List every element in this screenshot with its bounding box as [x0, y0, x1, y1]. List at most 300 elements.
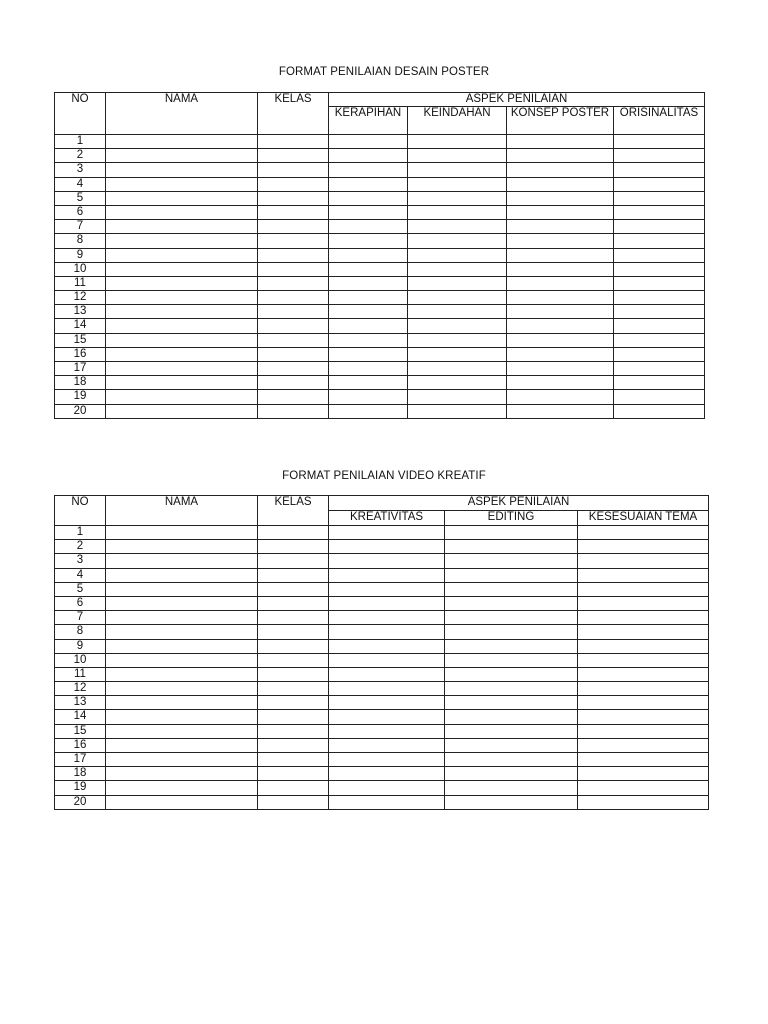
score-cell[interactable] — [507, 333, 614, 347]
score-cell[interactable] — [445, 568, 578, 582]
row-number: 12 — [55, 291, 106, 305]
kelas-cell[interactable] — [258, 781, 329, 795]
score-cell[interactable] — [507, 262, 614, 276]
score-cell[interactable] — [445, 540, 578, 554]
nama-cell[interactable] — [106, 724, 258, 738]
score-cell[interactable] — [578, 639, 709, 653]
score-cell[interactable] — [408, 135, 507, 149]
nama-cell[interactable] — [106, 163, 258, 177]
score-cell[interactable] — [445, 724, 578, 738]
row-number: 7 — [55, 611, 106, 625]
kelas-cell[interactable] — [258, 625, 329, 639]
score-cell[interactable] — [329, 568, 445, 582]
score-cell[interactable] — [507, 135, 614, 149]
score-cell[interactable] — [614, 191, 705, 205]
score-cell[interactable] — [614, 262, 705, 276]
table-row — [55, 220, 705, 234]
table-row — [55, 333, 705, 347]
score-cell[interactable] — [507, 291, 614, 305]
header-kesesuaian-tema: KESESUAIAN TEMA — [578, 511, 709, 526]
score-cell[interactable] — [578, 653, 709, 667]
kelas-cell[interactable] — [258, 724, 329, 738]
row-number: 8 — [55, 625, 106, 639]
score-cell[interactable] — [329, 333, 408, 347]
score-cell[interactable] — [445, 710, 578, 724]
score-cell[interactable] — [329, 767, 445, 781]
score-cell[interactable] — [408, 191, 507, 205]
score-cell[interactable] — [578, 781, 709, 795]
nama-cell[interactable] — [106, 205, 258, 219]
kelas-cell[interactable] — [258, 653, 329, 667]
nama-cell[interactable] — [106, 667, 258, 681]
score-cell[interactable] — [445, 738, 578, 752]
row-number: 16 — [55, 738, 106, 752]
nama-cell[interactable] — [106, 248, 258, 262]
row-number: 9 — [55, 639, 106, 653]
score-cell[interactable] — [408, 404, 507, 418]
nama-cell[interactable] — [106, 767, 258, 781]
table-row — [55, 625, 709, 639]
score-cell[interactable] — [329, 738, 445, 752]
score-cell[interactable] — [578, 710, 709, 724]
score-cell[interactable] — [329, 710, 445, 724]
score-cell[interactable] — [408, 376, 507, 390]
row-number: 15 — [55, 333, 106, 347]
row-number: 14 — [55, 319, 106, 333]
score-cell[interactable] — [445, 767, 578, 781]
kelas-cell[interactable] — [258, 696, 329, 710]
score-cell[interactable] — [329, 149, 408, 163]
row-number: 2 — [55, 149, 106, 163]
nama-cell[interactable] — [106, 319, 258, 333]
row-number: 5 — [55, 582, 106, 596]
score-cell[interactable] — [329, 795, 445, 809]
row-number: 8 — [55, 234, 106, 248]
nama-cell[interactable] — [106, 582, 258, 596]
kelas-cell[interactable] — [258, 639, 329, 653]
nama-cell[interactable] — [106, 554, 258, 568]
kelas-cell[interactable] — [258, 333, 329, 347]
score-cell[interactable] — [408, 262, 507, 276]
score-cell[interactable] — [408, 220, 507, 234]
table-row — [55, 696, 709, 710]
nama-cell[interactable] — [106, 149, 258, 163]
score-cell[interactable] — [329, 781, 445, 795]
header-kelas: KELAS — [258, 496, 329, 526]
score-cell[interactable] — [408, 149, 507, 163]
score-cell[interactable] — [445, 611, 578, 625]
nama-cell[interactable] — [106, 682, 258, 696]
score-cell[interactable] — [329, 653, 445, 667]
table-row — [55, 710, 709, 724]
nama-cell[interactable] — [106, 135, 258, 149]
nama-cell[interactable] — [106, 795, 258, 809]
kelas-cell[interactable] — [258, 291, 329, 305]
row-number: 11 — [55, 667, 106, 681]
score-cell[interactable] — [408, 276, 507, 290]
video-form-title: FORMAT PENILAIAN VIDEO KREATIF — [282, 470, 486, 482]
score-cell[interactable] — [329, 362, 408, 376]
kelas-cell[interactable] — [258, 248, 329, 262]
table-row — [55, 135, 705, 149]
table-row — [55, 611, 709, 625]
score-cell[interactable] — [329, 205, 408, 219]
row-number: 6 — [55, 596, 106, 610]
kelas-cell[interactable] — [258, 738, 329, 752]
kelas-cell[interactable] — [258, 262, 329, 276]
kelas-cell[interactable] — [258, 582, 329, 596]
score-cell[interactable] — [445, 653, 578, 667]
score-cell[interactable] — [614, 291, 705, 305]
kelas-cell[interactable] — [258, 276, 329, 290]
score-cell[interactable] — [329, 526, 445, 540]
score-cell[interactable] — [507, 163, 614, 177]
row-number: 19 — [55, 390, 106, 404]
kelas-cell[interactable] — [258, 305, 329, 319]
score-cell[interactable] — [329, 177, 408, 191]
table-row — [55, 653, 709, 667]
score-cell[interactable] — [445, 625, 578, 639]
kelas-cell[interactable] — [258, 554, 329, 568]
score-cell[interactable] — [507, 376, 614, 390]
score-cell[interactable] — [578, 682, 709, 696]
kelas-cell[interactable] — [258, 682, 329, 696]
score-cell[interactable] — [329, 611, 445, 625]
score-cell[interactable] — [614, 205, 705, 219]
table-row — [55, 149, 705, 163]
kelas-cell[interactable] — [258, 767, 329, 781]
score-cell[interactable] — [329, 291, 408, 305]
score-cell[interactable] — [329, 696, 445, 710]
header-editing: EDITING — [445, 511, 578, 526]
table-row — [55, 753, 709, 767]
row-number: 6 — [55, 205, 106, 219]
score-cell[interactable] — [507, 362, 614, 376]
score-cell[interactable] — [329, 639, 445, 653]
table-row — [55, 248, 705, 262]
row-number: 18 — [55, 376, 106, 390]
score-cell[interactable] — [578, 582, 709, 596]
row-number: 15 — [55, 724, 106, 738]
kelas-cell[interactable] — [258, 163, 329, 177]
table-row — [55, 795, 709, 809]
score-cell[interactable] — [614, 177, 705, 191]
kelas-cell[interactable] — [258, 404, 329, 418]
score-cell[interactable] — [408, 177, 507, 191]
score-cell[interactable] — [445, 526, 578, 540]
kelas-cell[interactable] — [258, 205, 329, 219]
score-cell[interactable] — [507, 347, 614, 361]
score-cell[interactable] — [408, 319, 507, 333]
header-konsep-poster: KONSEP POSTER — [507, 107, 614, 135]
kelas-cell[interactable] — [258, 526, 329, 540]
score-cell[interactable] — [329, 724, 445, 738]
kelas-cell[interactable] — [258, 347, 329, 361]
score-cell[interactable] — [614, 163, 705, 177]
score-cell[interactable] — [329, 625, 445, 639]
kelas-cell[interactable] — [258, 795, 329, 809]
score-cell[interactable] — [408, 234, 507, 248]
score-cell[interactable] — [408, 390, 507, 404]
nama-cell[interactable] — [106, 333, 258, 347]
score-cell[interactable] — [507, 404, 614, 418]
score-cell[interactable] — [614, 248, 705, 262]
score-cell[interactable] — [329, 404, 408, 418]
score-cell[interactable] — [329, 234, 408, 248]
score-cell[interactable] — [578, 696, 709, 710]
header-kreativitas: KREATIVITAS — [329, 511, 445, 526]
row-number: 14 — [55, 710, 106, 724]
nama-cell[interactable] — [106, 390, 258, 404]
header-no: NO — [55, 93, 106, 135]
row-number: 3 — [55, 554, 106, 568]
row-number: 10 — [55, 262, 106, 276]
row-number: 3 — [55, 163, 106, 177]
table-row — [55, 191, 705, 205]
nama-cell[interactable] — [106, 568, 258, 582]
nama-cell[interactable] — [106, 738, 258, 752]
score-cell[interactable] — [578, 611, 709, 625]
score-cell[interactable] — [329, 596, 445, 610]
score-cell[interactable] — [329, 262, 408, 276]
nama-cell[interactable] — [106, 781, 258, 795]
nama-cell[interactable] — [106, 526, 258, 540]
table-row — [55, 262, 705, 276]
nama-cell[interactable] — [106, 177, 258, 191]
score-cell[interactable] — [614, 347, 705, 361]
row-number: 20 — [55, 404, 106, 418]
table-row — [55, 390, 705, 404]
header-keindahan: KEINDAHAN — [408, 107, 507, 135]
header-aspek-penilaian: ASPEK PENILAIAN — [329, 93, 705, 107]
nama-cell[interactable] — [106, 234, 258, 248]
header-no: NO — [55, 496, 106, 526]
row-number: 16 — [55, 347, 106, 361]
nama-cell[interactable] — [106, 639, 258, 653]
score-cell[interactable] — [329, 554, 445, 568]
score-cell[interactable] — [578, 767, 709, 781]
table-row — [55, 526, 709, 540]
table-row — [55, 667, 709, 681]
kelas-cell[interactable] — [258, 149, 329, 163]
header-orisinalitas: ORISINALITAS — [614, 107, 705, 135]
row-number: 4 — [55, 177, 106, 191]
kelas-cell[interactable] — [258, 540, 329, 554]
poster-form-title: FORMAT PENILAIAN DESAIN POSTER — [278, 66, 490, 78]
score-cell[interactable] — [578, 795, 709, 809]
table-row — [55, 291, 705, 305]
nama-cell[interactable] — [106, 191, 258, 205]
score-cell[interactable] — [445, 795, 578, 809]
header-kerapihan: KERAPIHAN — [329, 107, 408, 135]
nama-cell[interactable] — [106, 376, 258, 390]
score-cell[interactable] — [445, 667, 578, 681]
score-cell[interactable] — [329, 376, 408, 390]
score-cell[interactable] — [578, 526, 709, 540]
score-cell[interactable] — [408, 305, 507, 319]
score-cell[interactable] — [614, 362, 705, 376]
score-cell[interactable] — [614, 149, 705, 163]
score-cell[interactable] — [445, 639, 578, 653]
score-cell[interactable] — [408, 362, 507, 376]
score-cell[interactable] — [614, 319, 705, 333]
kelas-cell[interactable] — [258, 362, 329, 376]
table-row — [55, 781, 709, 795]
score-cell[interactable] — [507, 177, 614, 191]
nama-cell[interactable] — [106, 291, 258, 305]
row-number: 1 — [55, 526, 106, 540]
score-cell[interactable] — [578, 540, 709, 554]
nama-cell[interactable] — [106, 611, 258, 625]
score-cell[interactable] — [507, 234, 614, 248]
table-row — [55, 362, 705, 376]
kelas-cell[interactable] — [258, 390, 329, 404]
kelas-cell[interactable] — [258, 191, 329, 205]
kelas-cell[interactable] — [258, 376, 329, 390]
score-cell[interactable] — [445, 781, 578, 795]
nama-cell[interactable] — [106, 262, 258, 276]
nama-cell[interactable] — [106, 710, 258, 724]
score-cell[interactable] — [614, 234, 705, 248]
score-cell[interactable] — [445, 753, 578, 767]
score-cell[interactable] — [408, 205, 507, 219]
nama-cell[interactable] — [106, 347, 258, 361]
score-cell[interactable] — [329, 319, 408, 333]
kelas-cell[interactable] — [258, 220, 329, 234]
score-cell[interactable] — [329, 248, 408, 262]
table-row — [55, 276, 705, 290]
table-row — [55, 568, 709, 582]
kelas-cell[interactable] — [258, 596, 329, 610]
score-cell[interactable] — [578, 568, 709, 582]
row-number: 4 — [55, 568, 106, 582]
row-number: 12 — [55, 682, 106, 696]
kelas-cell[interactable] — [258, 667, 329, 681]
score-cell[interactable] — [329, 753, 445, 767]
score-cell[interactable] — [329, 667, 445, 681]
nama-cell[interactable] — [106, 220, 258, 234]
score-cell[interactable] — [507, 276, 614, 290]
nama-cell[interactable] — [106, 276, 258, 290]
row-number: 13 — [55, 305, 106, 319]
score-cell[interactable] — [329, 540, 445, 554]
score-cell[interactable] — [614, 220, 705, 234]
poster-assessment-table — [54, 92, 705, 419]
row-number: 17 — [55, 753, 106, 767]
header-nama: NAMA — [106, 496, 258, 526]
score-cell[interactable] — [408, 333, 507, 347]
nama-cell[interactable] — [106, 404, 258, 418]
video-assessment-table — [54, 495, 709, 810]
score-cell[interactable] — [507, 305, 614, 319]
nama-cell[interactable] — [106, 753, 258, 767]
score-cell[interactable] — [329, 163, 408, 177]
score-cell[interactable] — [578, 724, 709, 738]
score-cell[interactable] — [507, 248, 614, 262]
score-cell[interactable] — [614, 333, 705, 347]
score-cell[interactable] — [329, 682, 445, 696]
score-cell[interactable] — [329, 582, 445, 596]
score-cell[interactable] — [445, 682, 578, 696]
score-cell[interactable] — [329, 135, 408, 149]
score-cell[interactable] — [578, 596, 709, 610]
nama-cell[interactable] — [106, 625, 258, 639]
score-cell[interactable] — [408, 347, 507, 361]
score-cell[interactable] — [578, 667, 709, 681]
kelas-cell[interactable] — [258, 234, 329, 248]
score-cell[interactable] — [329, 347, 408, 361]
score-cell[interactable] — [614, 404, 705, 418]
row-number: 1 — [55, 135, 106, 149]
table-row — [55, 376, 705, 390]
kelas-cell[interactable] — [258, 319, 329, 333]
score-cell[interactable] — [507, 149, 614, 163]
score-cell[interactable] — [329, 191, 408, 205]
nama-cell[interactable] — [106, 596, 258, 610]
table-row — [55, 767, 709, 781]
score-cell[interactable] — [329, 220, 408, 234]
nama-cell[interactable] — [106, 653, 258, 667]
row-number: 7 — [55, 220, 106, 234]
nama-cell[interactable] — [106, 696, 258, 710]
header-row — [55, 496, 709, 511]
kelas-cell[interactable] — [258, 135, 329, 149]
score-cell[interactable] — [614, 390, 705, 404]
header-aspek-penilaian: ASPEK PENILAIAN — [329, 496, 709, 511]
score-cell[interactable] — [445, 596, 578, 610]
table-row — [55, 319, 705, 333]
row-number: 18 — [55, 767, 106, 781]
score-cell[interactable] — [507, 191, 614, 205]
score-cell[interactable] — [507, 390, 614, 404]
score-cell[interactable] — [445, 554, 578, 568]
score-cell[interactable] — [578, 625, 709, 639]
nama-cell[interactable] — [106, 305, 258, 319]
score-cell[interactable] — [507, 220, 614, 234]
table-row — [55, 554, 709, 568]
table-row — [55, 724, 709, 738]
score-cell[interactable] — [614, 276, 705, 290]
row-number: 2 — [55, 540, 106, 554]
nama-cell[interactable] — [106, 362, 258, 376]
score-cell[interactable] — [614, 376, 705, 390]
kelas-cell[interactable] — [258, 568, 329, 582]
kelas-cell[interactable] — [258, 611, 329, 625]
score-cell[interactable] — [408, 291, 507, 305]
score-cell[interactable] — [578, 753, 709, 767]
score-cell[interactable] — [408, 163, 507, 177]
score-cell[interactable] — [408, 248, 507, 262]
score-cell[interactable] — [329, 305, 408, 319]
kelas-cell[interactable] — [258, 753, 329, 767]
nama-cell[interactable] — [106, 540, 258, 554]
score-cell[interactable] — [329, 390, 408, 404]
score-cell[interactable] — [507, 205, 614, 219]
row-number: 17 — [55, 362, 106, 376]
score-cell[interactable] — [445, 582, 578, 596]
score-cell[interactable] — [614, 305, 705, 319]
score-cell[interactable] — [507, 319, 614, 333]
score-cell[interactable] — [329, 276, 408, 290]
row-number: 9 — [55, 248, 106, 262]
score-cell[interactable] — [614, 135, 705, 149]
header-kelas: KELAS — [258, 93, 329, 135]
kelas-cell[interactable] — [258, 177, 329, 191]
score-cell[interactable] — [578, 554, 709, 568]
score-cell[interactable] — [578, 738, 709, 752]
kelas-cell[interactable] — [258, 710, 329, 724]
score-cell[interactable] — [445, 696, 578, 710]
